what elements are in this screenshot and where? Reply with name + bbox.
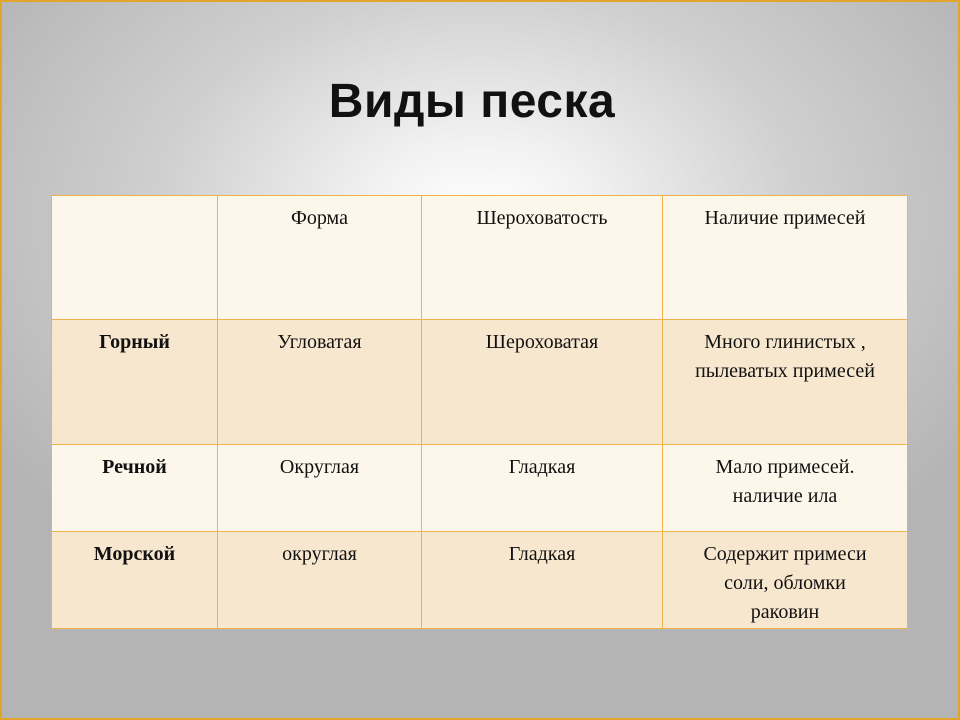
- table-row: [52, 445, 908, 532]
- header-cell-form: Форма: [218, 196, 422, 320]
- row-label: Речной: [52, 445, 218, 532]
- cell-form: Округлая: [218, 445, 422, 532]
- cell-form: Угловатая: [218, 320, 422, 445]
- table-row: [52, 320, 908, 445]
- cell-impurities: [663, 445, 908, 532]
- cell-form: округлая: [218, 532, 422, 629]
- header-cell-roughness: Шероховатость: [422, 196, 663, 320]
- cell-roughness: Гладкая: [422, 445, 663, 532]
- sand-types-table: [51, 195, 908, 629]
- impurities-line: Много глинистых ,: [704, 331, 866, 353]
- row-label: Горный: [52, 320, 218, 445]
- impurities-line: пылеватых примесей: [695, 360, 875, 382]
- row-label: Морской: [52, 532, 218, 629]
- cell-impurities: [663, 532, 908, 629]
- cell-impurities: [663, 320, 908, 445]
- impurities-line: раковин: [750, 601, 820, 623]
- cell-roughness: Шероховатая: [422, 320, 663, 445]
- slide-title: Виды песка: [328, 75, 616, 128]
- impurities-line: соли, обломки: [724, 572, 846, 594]
- header-cell-empty: [52, 196, 218, 320]
- table-row: [52, 532, 908, 629]
- impurities-line: Содержит примеси: [703, 543, 867, 565]
- table-header-row: [52, 196, 908, 320]
- header-cell-impurities: Наличие примесей: [663, 196, 908, 320]
- impurities-line: Мало примесей.: [715, 456, 855, 478]
- cell-roughness: Гладкая: [422, 532, 663, 629]
- impurities-line: наличие ила: [732, 485, 838, 507]
